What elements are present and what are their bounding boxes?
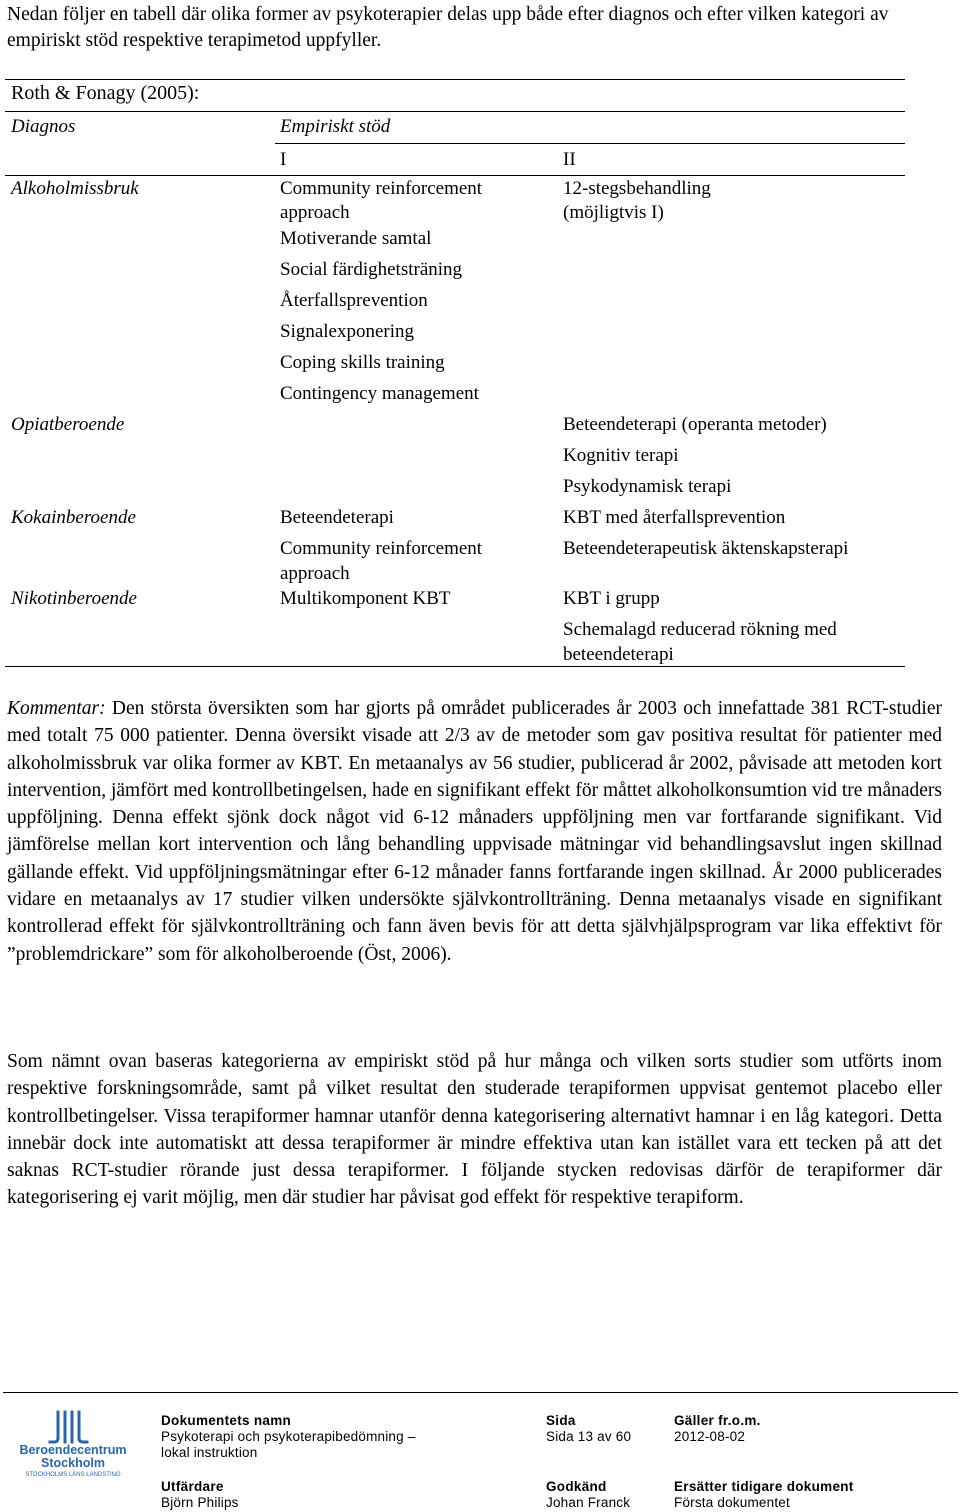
- therapy-item: Återfallsprevention: [280, 290, 428, 311]
- beroendecentrum-logo: [18, 1408, 128, 1480]
- therapy-item: approach: [280, 563, 350, 584]
- footer-godkand-value: Johan Franck: [546, 1495, 631, 1510]
- therapy-item: Community reinforcement: [280, 538, 483, 559]
- therapy-item: Coping skills training: [280, 352, 445, 373]
- therapy-item: KBT med återfallsprevention: [563, 507, 786, 528]
- footer-utfardare-value: Björn Philips: [161, 1495, 239, 1510]
- footer-dokumentets-namn-value-2: lokal instruktion: [161, 1445, 258, 1460]
- diagnos-opiatberoende: Opiatberoende: [11, 414, 125, 435]
- logo-line-1: Beroendecentrum: [19, 1443, 127, 1457]
- diagnos-kokainberoende: Kokainberoende: [11, 507, 136, 528]
- footer-ersatter-value: Första dokumentet: [674, 1495, 790, 1510]
- footer-dokumentets-namn-value-1: Psykoterapi och psykoterapibedömning –: [161, 1429, 416, 1444]
- logo-mark-icon: [18, 1408, 128, 1444]
- header-stod-rule: [275, 143, 905, 144]
- therapy-item: Kognitiv terapi: [563, 445, 679, 466]
- footer-sida-value: Sida 13 av 60: [546, 1429, 632, 1444]
- footer-rule: [3, 1392, 958, 1393]
- therapy-item: Beteendeterapi: [280, 507, 394, 528]
- header-category-I: I: [280, 149, 287, 170]
- body-paragraph: Som nämnt ovan baseras kategorierna av empiriskt stöd på hur många och vilken sorts studier som utförts inom respektive forskningsområde, samt på vilket resultat den studerade terapiformen uppvisat gentemot placebo eller kontrollbetingelser. Vissa terapiformer hamnar utanför denna kategorisering alternativt hamnar i en låg kategori. Detta innebär dock inte automatiskt att dessa terapiformer är mindre effektiva utan kan istället vara ett tecken på att det saknas RCT-studier rörande just dessa terapiformer. I följande stycken redovisas därför de terapiformer där kategorisering ej varit möjlig, men där studier har påvisat god effekt för respektive terapiform.: [7, 1051, 942, 1209]
- table-title-rule: [5, 111, 905, 112]
- footer-dokumentets-namn-label: Dokumentets namn: [161, 1413, 292, 1428]
- footer-galler-label: Gäller fr.o.m.: [674, 1413, 761, 1428]
- therapy-item: Social färdighetsträning: [280, 259, 463, 280]
- intro-paragraph: Nedan följer en tabell där olika former av psykoterapier delas upp både efter diagnos och efter vilken kategori av empiriskt stöd respektive terapimetod uppfyller.: [7, 4, 889, 51]
- header-category-II: II: [563, 149, 576, 170]
- therapy-item: Beteendeterapeutisk äktenskapsterapi: [563, 538, 849, 559]
- footer-godkand-label: Godkänd: [546, 1479, 607, 1494]
- therapy-item: Contingency management: [280, 383, 479, 404]
- footer-utfardare-label: Utfärdare: [161, 1479, 224, 1494]
- therapy-item: Motiverande samtal: [280, 228, 432, 249]
- footer-ersatter-label: Ersätter tidigare dokument: [674, 1479, 854, 1494]
- therapy-item: (möjligtvis I): [563, 202, 664, 223]
- therapy-item: KBT i grupp: [563, 588, 660, 609]
- therapy-item: Community reinforcement: [280, 178, 483, 199]
- therapy-item: Signalexponering: [280, 321, 415, 342]
- table-bottom-rule: [5, 666, 905, 667]
- diagnos-nikotinberoende: Nikotinberoende: [11, 588, 137, 609]
- logo-line-2: Stockholm: [41, 1456, 105, 1470]
- therapy-item: Beteendeterapi (operanta metoder): [563, 414, 827, 435]
- footer-sida-label: Sida: [546, 1413, 576, 1428]
- kommentar-text: Den största översikten som har gjorts på området publicerades år 2003 och innefattade 381 RCT-studier med totalt 75 000 patienter. Denna översikt visade att 2/3 av de metoder som gav positiva resultat för patienter med alkoholmissbruk var olika former av KBT. En metaanalys av 56 studier, publicerad år 2002, påvisade att metoden kort intervention, jämfört med kontrollbetingelsen, hade en signifikant effekt för måttet alkoholkonsumtion vid tre månaders uppföljning. Denna effekt sjönk dock något vid 6-12 månaders uppföljning men var fortfarande signifikant. Vid jämförelse mellan kort intervention och lång behandling uppvisade mätningar vid behandlingsavslut ingen skillnad gällande effekt. Vid uppföljningsmätningar efter 6-12 månader fanns fortfarande ingen skillnad. År 2000 publicerades vidare en metaanalys av 17 studier vilken undersökte självkontrollträning. Denna metaanalys visade en signifikant kontrollerad effekt för självkontrollträning och fann även bevis för att detta självhjälpsprogram var lika effektivt för ”problemdrickare” som för alkoholberoende (Öst, 2006).: [7, 698, 942, 965]
- therapy-item: Multikomponent KBT: [280, 588, 451, 609]
- table-title: Roth & Fonagy (2005):: [11, 82, 200, 104]
- therapy-item: approach: [280, 202, 350, 223]
- therapy-item: Schemalagd reducerad rökning med: [563, 619, 837, 640]
- header-diagnos: Diagnos: [11, 116, 76, 137]
- kommentar-label: Kommentar:: [7, 698, 106, 719]
- diagnos-alkoholmissbruk: Alkoholmissbruk: [11, 178, 139, 199]
- header-empiriskt-stod: Empiriskt stöd: [280, 116, 391, 137]
- therapy-item: beteendeterapi: [563, 644, 674, 665]
- therapy-item: 12-stegsbehandling: [563, 178, 711, 199]
- logo-line-3: STOCKHOLMS LÄNS LANDSTING: [25, 1472, 121, 1478]
- kommentar-paragraph: [7, 695, 942, 968]
- footer-galler-value: 2012-08-02: [674, 1429, 746, 1444]
- therapy-item: Psykodynamisk terapi: [563, 476, 732, 497]
